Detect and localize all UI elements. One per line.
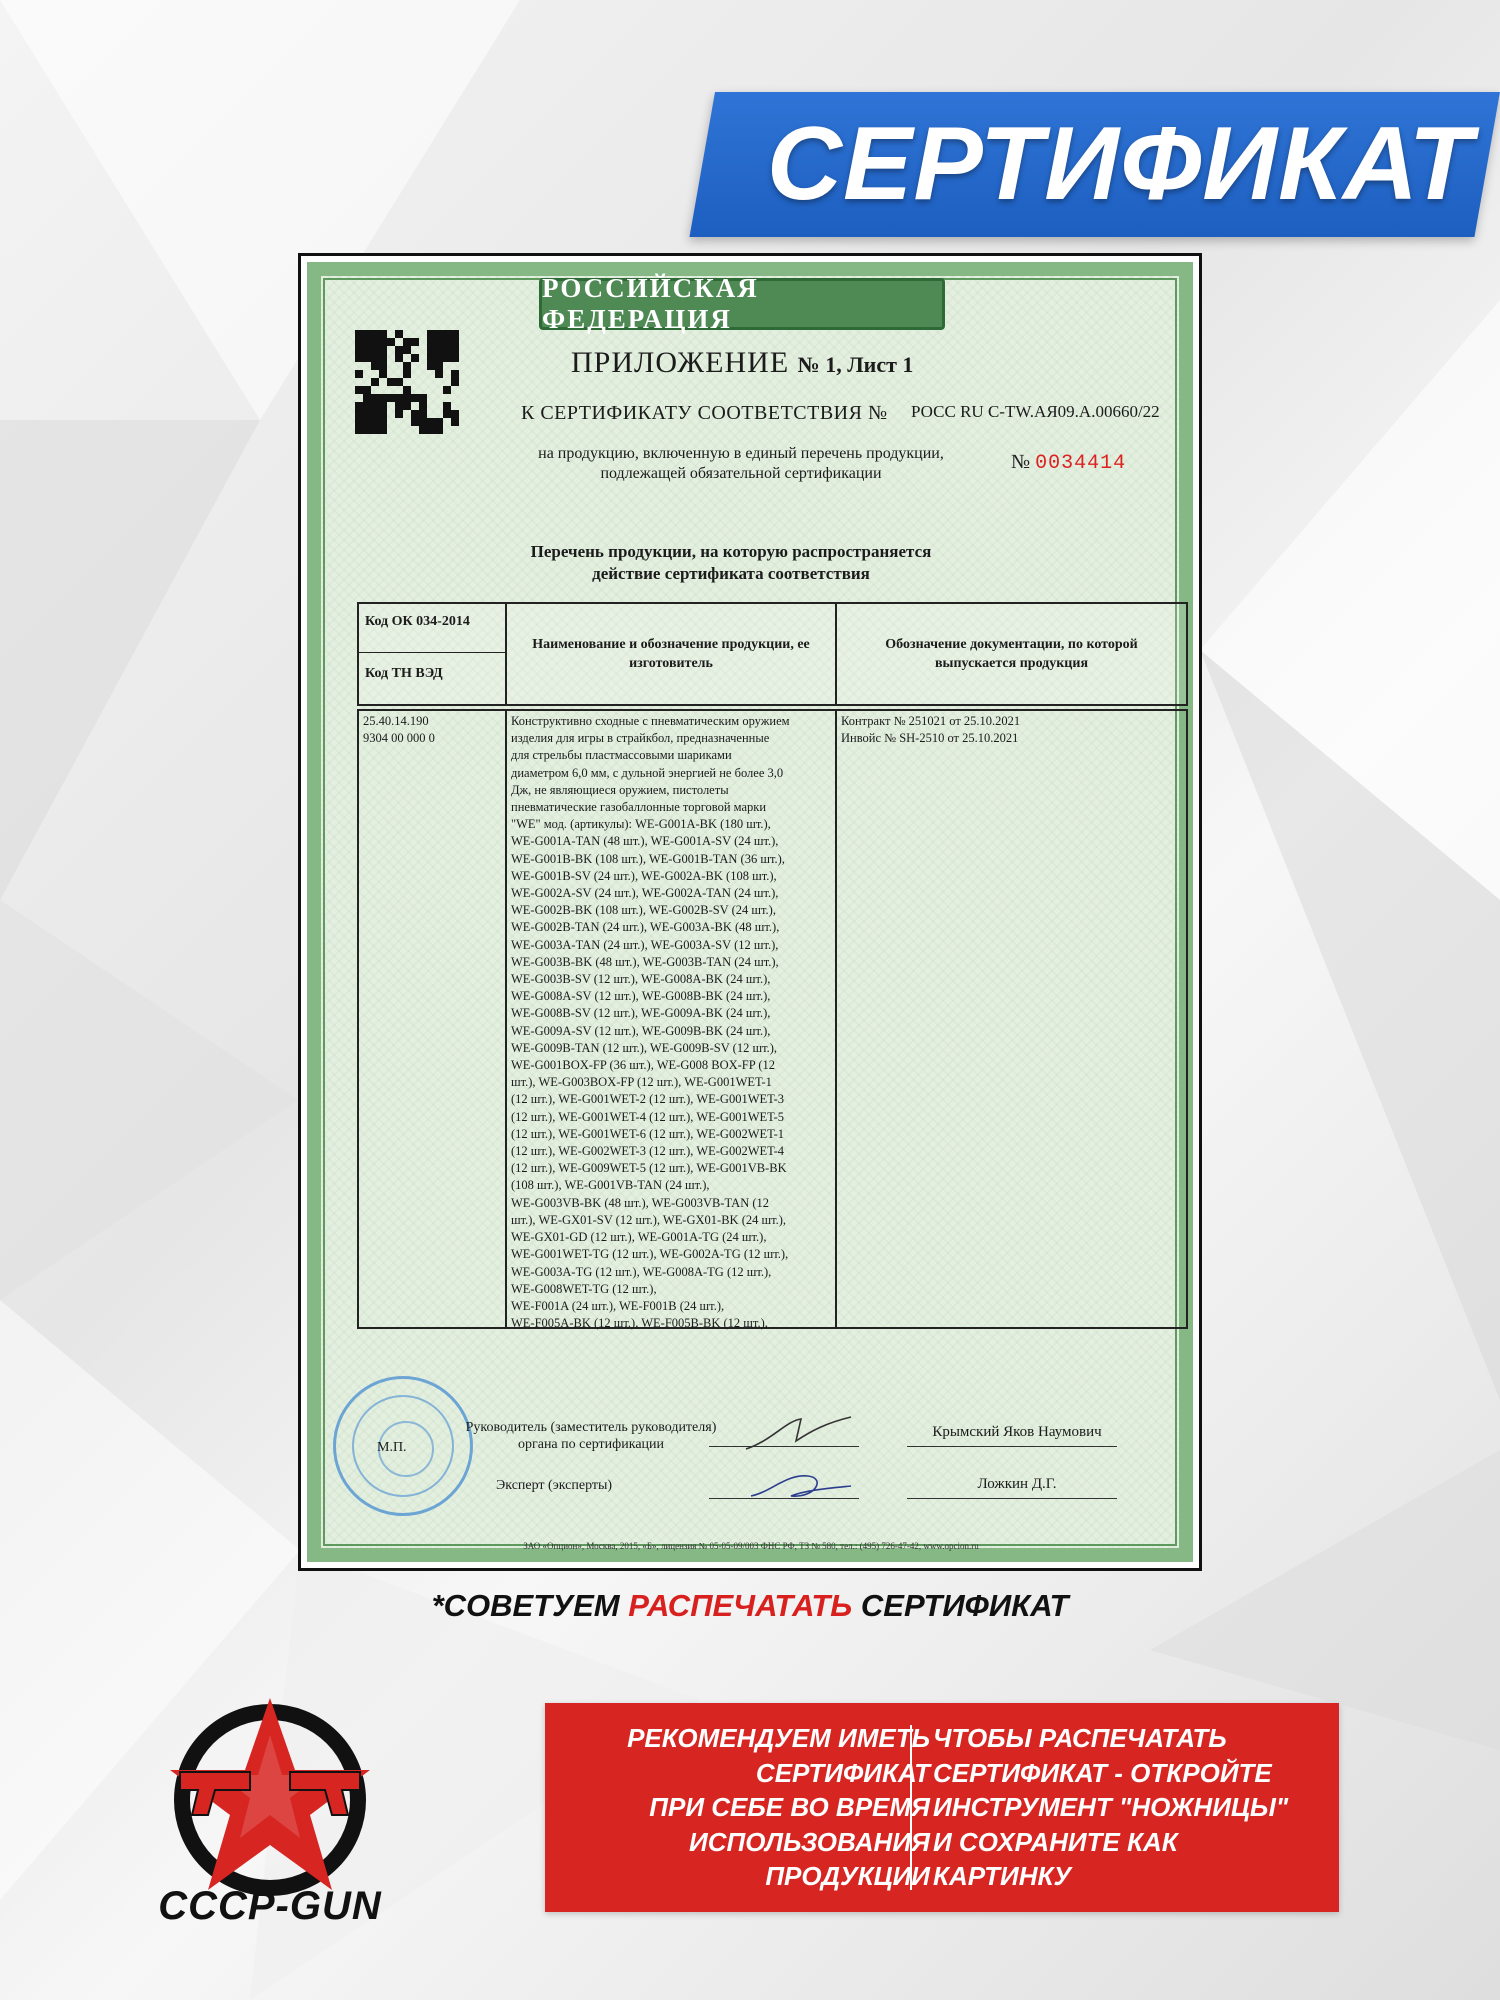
- print-advice: [0, 1588, 1500, 1624]
- product-list-title: [451, 541, 1011, 585]
- doc-contract: Контракт № 251021 от 25.10.2021: [841, 714, 1021, 728]
- appendix-title: [571, 346, 913, 380]
- code-ok-value: 25.40.14.190: [363, 714, 429, 728]
- to-certificate-text: К СЕРТИФИКАТУ СООТВЕТСТВИЯ: [521, 402, 863, 424]
- info-box-left-text: РЕКОМЕНДУЕМ ИМЕТЬ СЕРТИФИКАТ ПРИ СЕБЕ ВО ВРЕМЯ ИСПОЛЬЗОВАНИЯ ПРОДУКЦИИ: [627, 1723, 930, 1892]
- serial-prefix: №: [1011, 451, 1031, 473]
- included-line-2: подлежащей обязательной сертификации: [600, 465, 882, 482]
- code-header-cell: [359, 604, 507, 704]
- documentation-cell: [837, 711, 1186, 1331]
- advice-suffix: СЕРТИФИКАТ: [852, 1588, 1069, 1623]
- certificate-image: [298, 253, 1202, 1571]
- doc-invoice: Инвойс № SH-2510 от 25.10.2021: [841, 731, 1019, 745]
- banner-title: СЕРТИФИКАТ: [766, 106, 1474, 222]
- list-title-line-1: Перечень продукции, на которую распространяется: [530, 542, 932, 561]
- header-code-ok: Код ОК 034-2014: [365, 614, 470, 629]
- product-description-cell: Конструктивно сходные с пневматическим оружием изделия для игры в страйкбол, предназначенные для стрельбы пластмассовыми шариками диаметром 6,0 мм, с дульной энергией не более 3,0 Дж, не являющиеся оружием, пистолеты пневматические газобаллонные торговой марки "WE" мод. (артикулы): WE-G001A-BK (180 шт.), WE-G001A-TAN (48 шт.), WE-G001A-SV (24 шт.), WE-G001B-BK (108 шт.), WE-G001B-TAN (36 шт.), WE-G001B-SV (24 шт.), WE-G002A-BK (108 шт.), WE-G002A-SV (24 шт.), WE-G002A-TAN (24 шт.), WE-G002B-BK (108 шт.), WE-G002B-SV (24 шт.), WE-G002B-TAN (24 шт.), WE-G003A-BK (48 шт.), WE-G003A-TAN (24 шт.), WE-G003A-SV (12 шт.), WE-G003B-BK (48 шт.), WE-G003B-TAN (24 шт.), WE-G003B-SV (12 шт.), WE-G008A-BK (24 шт.), WE-G008A-SV (12 шт.), WE-G008B-BK (24 шт.), WE-G008B-SV (12 шт.), WE-G009A-BK (24 шт.), WE-G009A-SV (12 шт.), WE-G009B-BK (24 шт.), WE-G009B-TAN (12 шт.), WE-G009B-SV (12 шт.), WE-G001BOX-FP (36 шт.), WE-G008 BOX-FP (12 шт.), WE-G003BOX-FP (12 шт.), WE-G001WET-1 (12 шт.), WE-G001WET-2 (12 шт.), WE-G001WET-3 (12 шт.), WE-G001WET-4 (12 шт.), WE-G001WET-5 (12 шт.), WE-G001WET-6 (12 шт.), WE-G002WET-1 (12 шт.), WE-G002WET-3 (12 шт.), WE-G002WET-4 (12 шт.), WE-G009WET-5 (12 шт.), WE-G001VB-BK (108 шт.), WE-G001VB-TAN (24 шт.), WE-G003VB-BK (48 шт.), WE-G003VB-TAN (12 шт.), WE-GX01-SV (12 шт.), WE-GX01-BK (24 шт.), WE-GX01-GD (12 шт.), WE-G001A-TG (24 шт.), WE-G001WET-TG (12 шт.), WE-G002A-TG (12 шт.), WE-G003A-TG (12 шт.), WE-G008A-TG (12 шт.), WE-G008WET-TG (12 шт.), WE-F001A (24 шт.), WE-F001B (24 шт.), WE-F005A-BK (12 шт.), WE-F005B-BK (12 шт.),: [507, 711, 837, 1327]
- list-title-line-2: действие сертификата соответствия: [592, 564, 870, 583]
- appendix-title-text: ПРИЛОЖЕНИЕ: [571, 346, 790, 379]
- table-header: [357, 602, 1188, 706]
- info-box-divider: [910, 1725, 912, 1890]
- expert-label: Эксперт (эксперты): [496, 1478, 613, 1493]
- expert-signature-icon: [746, 1466, 856, 1506]
- code-tnved-value: 9304 00 000 0: [363, 731, 435, 745]
- stamp-place-label: М.П.: [377, 1440, 407, 1455]
- appendix-sheet: № 1, Лист 1: [797, 352, 914, 377]
- head-signature-label: [421, 1419, 761, 1453]
- serial-value: 0034414: [1035, 452, 1127, 475]
- included-note: [521, 444, 961, 484]
- head-label-line-1: Руководитель (заместитель руководителя): [465, 1420, 717, 1435]
- advice-highlight: РАСПЕЧАТАТЬ: [628, 1588, 853, 1623]
- serial-number: [1011, 451, 1126, 475]
- to-certificate-label: [521, 402, 888, 425]
- head-name: Крымский Яков Наумович: [932, 1424, 1102, 1440]
- header-code-tnved: Код ТН ВЭД: [365, 666, 443, 681]
- info-box: [545, 1703, 1339, 1912]
- codes-cell: [359, 711, 507, 1327]
- head-label-line-2: органа по сертификации: [517, 1437, 665, 1452]
- logo-text: CCCP-GUN: [158, 1884, 382, 1928]
- number-prefix: №: [867, 402, 888, 424]
- certificate-footer: ЗАО «Опцион», Москва, 2015, «Б», лицензия № 05-05-09/003 ФНС РФ, ТЗ № 580, тел.: (495) 726-47-42, www.opcion.ru: [523, 1541, 979, 1551]
- head-signature-icon: [741, 1411, 861, 1456]
- info-box-right-text: ЧТОБЫ РАСПЕЧАТАТЬ СЕРТИФИКАТ - ОТКРОЙТЕ ИНСТРУМЕНТ "НОЖНИЦЫ" И СОХРАНИТЕ КАК КАРТИНКУ: [933, 1723, 1289, 1892]
- header-product-name: Наименование и обозначение продукции, ее изготовитель: [507, 604, 837, 704]
- header-documentation: Обозначение документации, по которой выпускается продукция: [885, 637, 1138, 671]
- country-header: РОССИЙСКАЯ ФЕДЕРАЦИЯ: [539, 278, 945, 330]
- certificate-number: РОСС RU С-TW.АЯ09.А.00660/22: [911, 402, 1160, 421]
- qr-code-icon: [355, 330, 459, 434]
- included-line-1: на продукцию, включенную в единый перечень продукции,: [538, 445, 944, 462]
- table-body: [357, 709, 1188, 1329]
- expert-name: Ложкин Д.Г.: [977, 1476, 1057, 1492]
- certificate-sheet: [307, 262, 1193, 1562]
- advice-prefix: *СОВЕТУЕМ: [431, 1588, 629, 1623]
